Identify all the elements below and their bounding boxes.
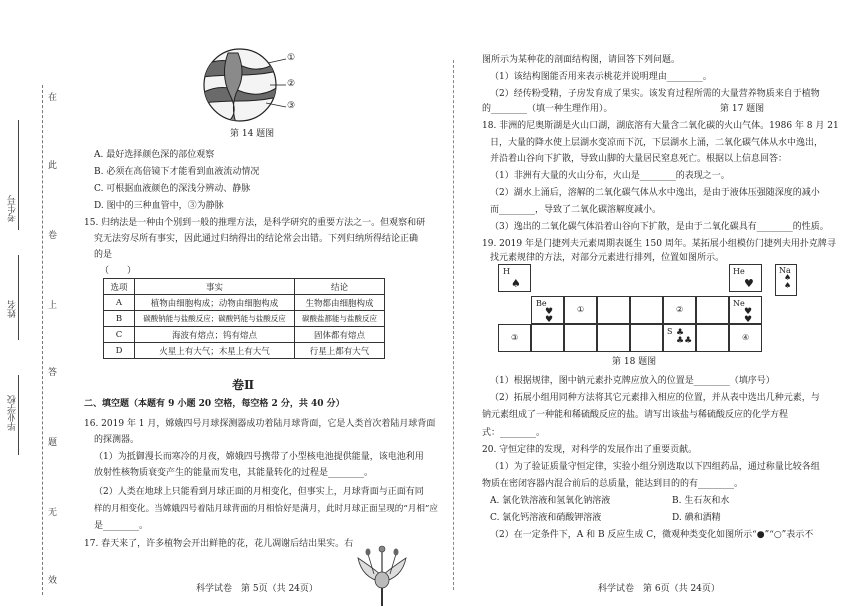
table-row [104, 327, 385, 343]
section-title: 二、填空题（本题有 9 小题 20 空格，每空格 2 分，共 40 分） [84, 399, 345, 409]
table-cell: 火星上有大气；木星上有大气 [135, 343, 295, 359]
table-cell: 海波有熔点；钨有熔点 [135, 327, 295, 343]
question-line: 的是 [94, 250, 113, 260]
position-label: ③ [511, 333, 519, 342]
empty-cell [597, 296, 630, 324]
question-line: 图所示为某种花的剖面结构图，请回答下列问题。 [482, 55, 681, 65]
table-cell: A [104, 295, 135, 311]
option-line: A. 氯化铁溶液和氢氧化钠溶液 [490, 496, 611, 506]
empty-cell [597, 324, 630, 352]
question-line: 是________。 [94, 521, 149, 531]
empty-cell [696, 296, 729, 324]
name-blank[interactable] [18, 255, 19, 340]
table-cell: 固体都有熔点 [295, 327, 385, 343]
spade-icon: ♠ [511, 277, 521, 290]
heart-icon: ♥ ♥ [744, 307, 753, 325]
question-line: 钠元素组成了一种能和稀硫酸反应的盐。请写出该盐与稀硫酸反应的化学方程 [482, 410, 789, 420]
element-symbol: S [667, 327, 673, 336]
side-char: 在 [48, 93, 58, 103]
spade-icon: ♠ ♠ [784, 273, 792, 290]
question-line: （2）在一定条件下，A 和 B 反应生成 C，微观种类变化如图所示“●”“○”表示不 [490, 530, 814, 540]
question-line: （1）为抵御漫长而寒冷的月夜，嫦娥四号携带了小型核电池提供能量，该电池利用 [94, 452, 424, 462]
figure-caption: 第 14 题图 [230, 129, 275, 139]
element-symbol: Na [779, 266, 791, 275]
option-line: B. 必须在高倍镜下才能看到血液流动情况 [94, 167, 260, 177]
question-line: 放射性核物质衰变产生的能量而发电，其能量转化的过程是________。 [94, 468, 374, 478]
page-footer-left: 科学试卷 第 5页（共 24页） [196, 584, 318, 594]
table-cell: B [104, 311, 135, 327]
answer-bracket: （ ） [100, 266, 137, 276]
question-line: 18. 非洲的尼奥斯湖是火山口湖，湖底溶有大量含二氧化碳的火山气体。1986 年 8 月 21 [482, 121, 839, 131]
option-line: C. 可根据血液颜色的深浅分辨动、静脉 [94, 184, 251, 194]
figure-caption: 第 17 题图 [720, 104, 765, 114]
element-symbol: Be [536, 299, 547, 308]
question-line: 究无法穷尽所有事实，因此通过归纳得出的结论常会出错。下列归纳所得结论正确 [94, 234, 419, 244]
school-label: 毕业学校 [8, 395, 18, 431]
empty-cell [564, 324, 597, 352]
option-line: B. 生石灰和水 [672, 496, 730, 506]
question-line: 15. 归纳法是一种由个别到一般的推理方法，是科学研究的重要方法之一。但观察和研 [84, 218, 426, 228]
question-line: 样的月相变化。当嫦娥四号着陆月球背面的月相恰好是满月，此时月球正面呈现的“月相”应 [94, 504, 438, 514]
position-label: ② [676, 305, 684, 314]
card-he [729, 264, 762, 292]
question-line: 的________（填一种生理作用）。 [482, 104, 613, 114]
option-line: D. 碘和酒精 [672, 513, 721, 523]
option-line: A. 最好选择颜色深的部位观察 [94, 150, 215, 160]
slot-1[interactable] [564, 296, 597, 324]
table-cell: 植物由细胞构成；动物由细胞构成 [135, 295, 295, 311]
empty-cell [630, 296, 663, 324]
figure-caption: 第 18 题图 [612, 357, 657, 367]
exam-number-blank[interactable] [18, 120, 19, 230]
question-line: （1）根据规律，图中钠元素扑克牌应放入的位置是________（填序号） [490, 376, 775, 386]
table-cell: 行星上都有大气 [295, 343, 385, 359]
slot-2[interactable] [663, 296, 696, 324]
table-cell: 碳酸钠能与盐酸反应；碳酸钙能与盐酸反应 [135, 311, 295, 327]
name-label: 姓名 [8, 300, 18, 318]
card-h [498, 264, 531, 292]
figure-label-3: ③ [287, 101, 296, 111]
club-icon: ♣ ♣♣ [676, 328, 693, 346]
page-divider [453, 60, 454, 590]
element-symbol: H [503, 267, 510, 276]
question-line: （1）该结构图能否用来表示桃花并说明理由________。 [490, 72, 712, 82]
table-cell: C [104, 327, 135, 343]
empty-cell [696, 324, 729, 352]
page-footer-right: 科学试卷 第 6页（共 24页） [598, 584, 720, 594]
exam-number-label: 考生号 [8, 195, 18, 222]
table-cell: 碳酸盐都能与盐酸反应 [295, 311, 385, 327]
table-cell: 生物都由细胞构成 [295, 295, 385, 311]
question-line: 日，大量的降水使上层湖水变凉而下沉，下层湖水上涌，二氧化碳气体从水中逸出， [490, 138, 824, 148]
side-char: 卷 [48, 231, 58, 241]
figure-label-1: ① [287, 53, 296, 63]
side-char: 此 [48, 161, 58, 171]
table-header: 事实 [135, 279, 295, 295]
question-line: （2）湖水上涌后，溶解的二氧化碳气体从水中逸出，是由于液体压强随深度的减小 [490, 188, 820, 198]
question-line: （1）非洲有大量的火山分布，火山是________的表现之一。 [490, 171, 730, 181]
table-cell: D [104, 343, 135, 359]
element-symbol: He [733, 267, 745, 276]
figure-label-2: ② [287, 79, 296, 89]
binding-line [42, 85, 43, 595]
option-line: D. 图中的三种血管中，③为静脉 [94, 201, 224, 211]
card-ne [729, 296, 762, 324]
q15-table [103, 278, 385, 359]
flower-section-figure [352, 540, 412, 607]
option-line: C. 氯化钙溶液和硝酸钾溶液 [490, 513, 602, 523]
position-label: ④ [742, 333, 750, 342]
card-be [531, 296, 564, 324]
empty-cell [531, 324, 564, 352]
side-char: 效 [48, 576, 58, 586]
table-row [104, 311, 385, 327]
card-na[interactable] [775, 264, 797, 296]
question-line: 找元素规律的方法，对部分元素进行排列，位置如图所示。 [490, 253, 725, 263]
question-line: 物质在密闭容器内混合前后的总质量，能达到目的的有________。 [482, 479, 744, 489]
element-symbol: Ne [733, 299, 745, 308]
empty-cell [630, 324, 663, 352]
question-line: 式：________。 [482, 428, 546, 438]
table-header: 结论 [295, 279, 385, 295]
card-s [663, 324, 696, 352]
table-header: 选项 [104, 279, 135, 295]
question-line: 19. 2019 年是门捷列夫元素周期表诞生 150 周年。某拓展小组模仿门捷列夫用扑克牌寻 [482, 239, 836, 249]
table-row [104, 295, 385, 311]
question-line: 16. 2019 年 1 月，嫦娥四号月球探测器成功着陆月球背面，它是人类首次着陆月球背面 [84, 419, 436, 429]
slot-3[interactable] [498, 324, 531, 352]
question-line: （3）逸出的二氧化碳气体沿着山谷向下扩散，是由于二氧化碳具有________的性质。 [490, 222, 829, 232]
question-line: 而________，导致了二氧化碳溶解度减小。 [490, 205, 662, 215]
table-header-row [104, 279, 385, 295]
question-line: 20. 守恒定律的发现，对科学的发展作出了重要贡献。 [482, 445, 698, 455]
heart-icon: ♥ ♥ [545, 307, 554, 325]
slot-4[interactable] [729, 324, 762, 352]
question-line: 的探测器。 [94, 435, 140, 445]
table-row [104, 343, 385, 359]
question-line: （2）经传粉受精，子房发育成了果实。该发育过程所需的大量营养物质来自于植物 [490, 89, 820, 99]
side-char: 答 [48, 368, 58, 378]
position-label: ① [577, 305, 585, 314]
question-line: （2）人类在地球上只能看到月球正面的月相变化，但事实上，月球背面与正面有同 [94, 487, 424, 497]
side-char: 上 [48, 301, 58, 311]
heart-icon: ♥ [744, 277, 754, 290]
side-char: 题 [48, 438, 58, 448]
question-line: （2）拓展小组用同种方法将其它元素排入相应的位置，并从表中选出几种元素，与 [490, 393, 820, 403]
school-blank[interactable] [18, 375, 19, 455]
question-line: （1）为了验证质量守恒定律，实验小组分别选取以下四组药品，通过称量比较各组 [490, 462, 820, 472]
question-line: 17. 春天来了，许多植物会开出鲜艳的花，花儿凋谢后结出果实。右 [84, 539, 354, 549]
volume-title: 卷Ⅱ [232, 378, 255, 392]
question-line: 并沿着山谷向下扩散，导致山脚的大量居民窒息死亡。根据以上信息回答： [490, 154, 788, 164]
side-char: 无 [48, 508, 58, 518]
